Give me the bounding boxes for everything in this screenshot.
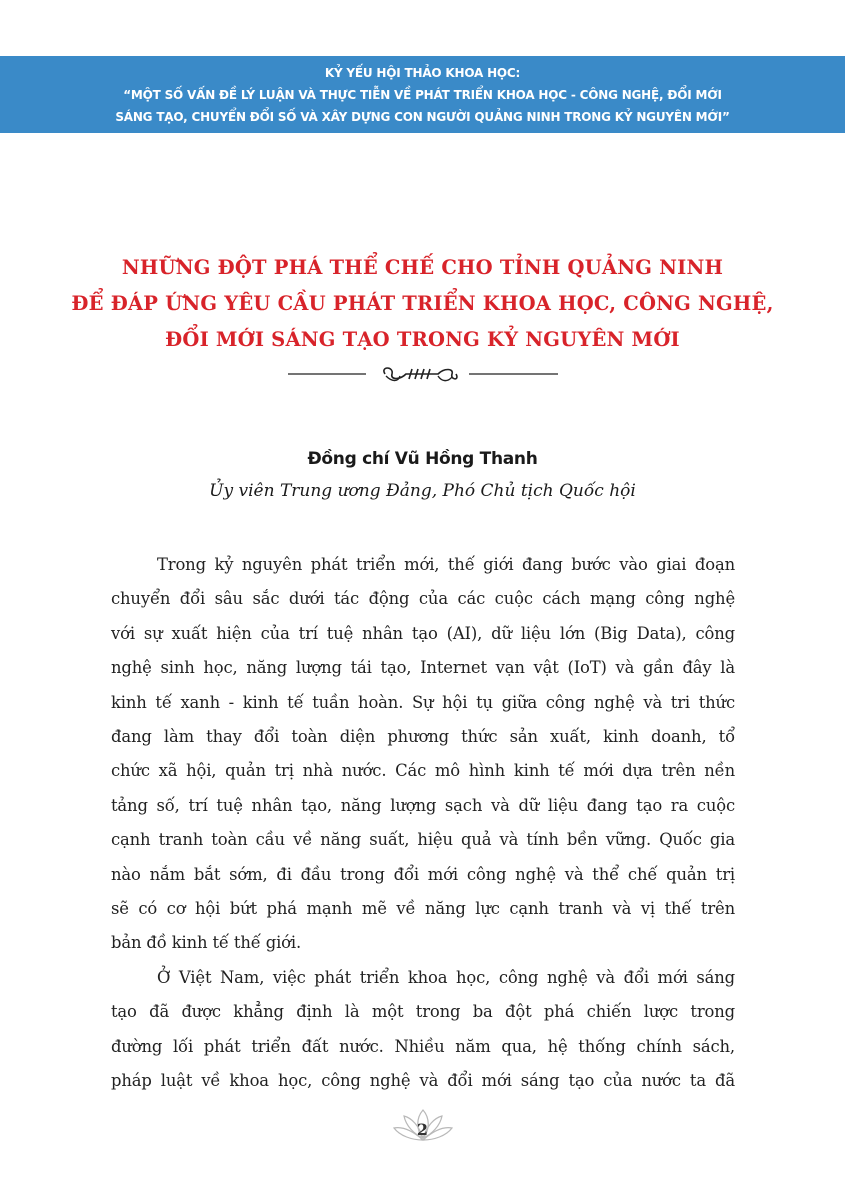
paragraph-1-line: Trong kỷ nguyên phát triển mới, thế giới đang bước vào giai đoạn xyxy=(157,555,735,574)
author-role: Ủy viên Trung ương Đảng, Phó Chủ tịch Quốc hội xyxy=(209,481,636,501)
paragraph-1-line: cạnh tranh toàn cầu về năng suất, hiệu quả và tính bền vững. Quốc gia xyxy=(111,830,735,850)
ornamental-divider-icon xyxy=(288,362,558,386)
paragraph-2-line: tạo đã được khẳng định là một trong ba đột phá chiến lược trong xyxy=(111,1002,735,1022)
paragraph-1-line: nào nắm bắt sớm, đi đầu trong đổi mới công nghệ và thể chế quản trị xyxy=(111,864,735,884)
header-line-3: SÁNG TẠO, CHUYỂN ĐỔI SỐ VÀ XÂY DỰNG CON NGƯỜI QUẢNG NINH TRONG KỶ NGUYÊN MỚI” xyxy=(115,109,730,124)
paragraph-1-line: sẽ có cơ hội bứt phá mạnh mẽ về năng lực cạnh tranh và vị thế trên xyxy=(111,899,735,919)
header-line-1: KỶ YẾU HỘI THẢO KHOA HỌC: xyxy=(324,65,521,80)
paragraph-1-line: đang làm thay đổi toàn diện phương thức sản xuất, kinh doanh, tổ xyxy=(111,727,735,747)
article-title xyxy=(0,250,845,358)
article-body xyxy=(111,548,735,1099)
paragraph-2-line: Ở Việt Nam, việc phát triển khoa học, công nghệ và đổi mới sáng xyxy=(157,967,735,987)
paragraph-1-line: chuyển đổi sâu sắc dưới tác động của các cuộc cách mạng công nghệ xyxy=(111,589,735,609)
title-line-3: ĐỔI MỚI SÁNG TẠO TRONG KỶ NGUYÊN MỚI xyxy=(165,328,680,351)
header-banner xyxy=(0,56,845,133)
paragraph-1-line: tảng số, trí tuệ nhân tạo, năng lượng sạch và dữ liệu đang tạo ra cuộc xyxy=(111,795,735,815)
title-line-2: ĐỂ ĐÁP ỨNG YÊU CẦU PHÁT TRIỂN KHOA HỌC, CÔNG NGHỆ, xyxy=(71,292,774,315)
paragraph-1-line: kinh tế xanh - kinh tế tuần hoàn. Sự hội tụ giữa công nghệ và tri thức xyxy=(111,692,735,712)
paragraph-1-line: chức xã hội, quản trị nhà nước. Các mô hình kinh tế mới dựa trên nền xyxy=(111,761,735,781)
paragraph-1-line: nghệ sinh học, năng lượng tái tạo, Internet vạn vật (IoT) và gần đây là xyxy=(111,658,735,678)
title-line-1: NHỮNG ĐỘT PHÁ THỂ CHẾ CHO TỈNH QUẢNG NINH xyxy=(121,256,724,279)
paragraph-2-line: đường lối phát triển đất nước. Nhiều năm qua, hệ thống chính sách, xyxy=(111,1036,735,1056)
page-number: 2 xyxy=(416,1120,429,1139)
paragraph-1-line: với sự xuất hiện của trí tuệ nhân tạo (AI), dữ liệu lớn (Big Data), công xyxy=(111,623,735,643)
header-line-2: “MỘT SỐ VẤN ĐỀ LÝ LUẬN VÀ THỰC TIỄN VỀ PHÁT TRIỂN KHOA HỌC - CÔNG NGHỆ, ĐỔI MỚI xyxy=(123,87,722,102)
paragraph-2-line: pháp luật về khoa học, công nghệ và đổi mới sáng tạo của nước ta đã xyxy=(111,1071,735,1091)
paragraph-1-line: bản đồ kinh tế thế giới. xyxy=(111,933,302,953)
author-name: Đồng chí Vũ Hồng Thanh xyxy=(307,449,538,469)
